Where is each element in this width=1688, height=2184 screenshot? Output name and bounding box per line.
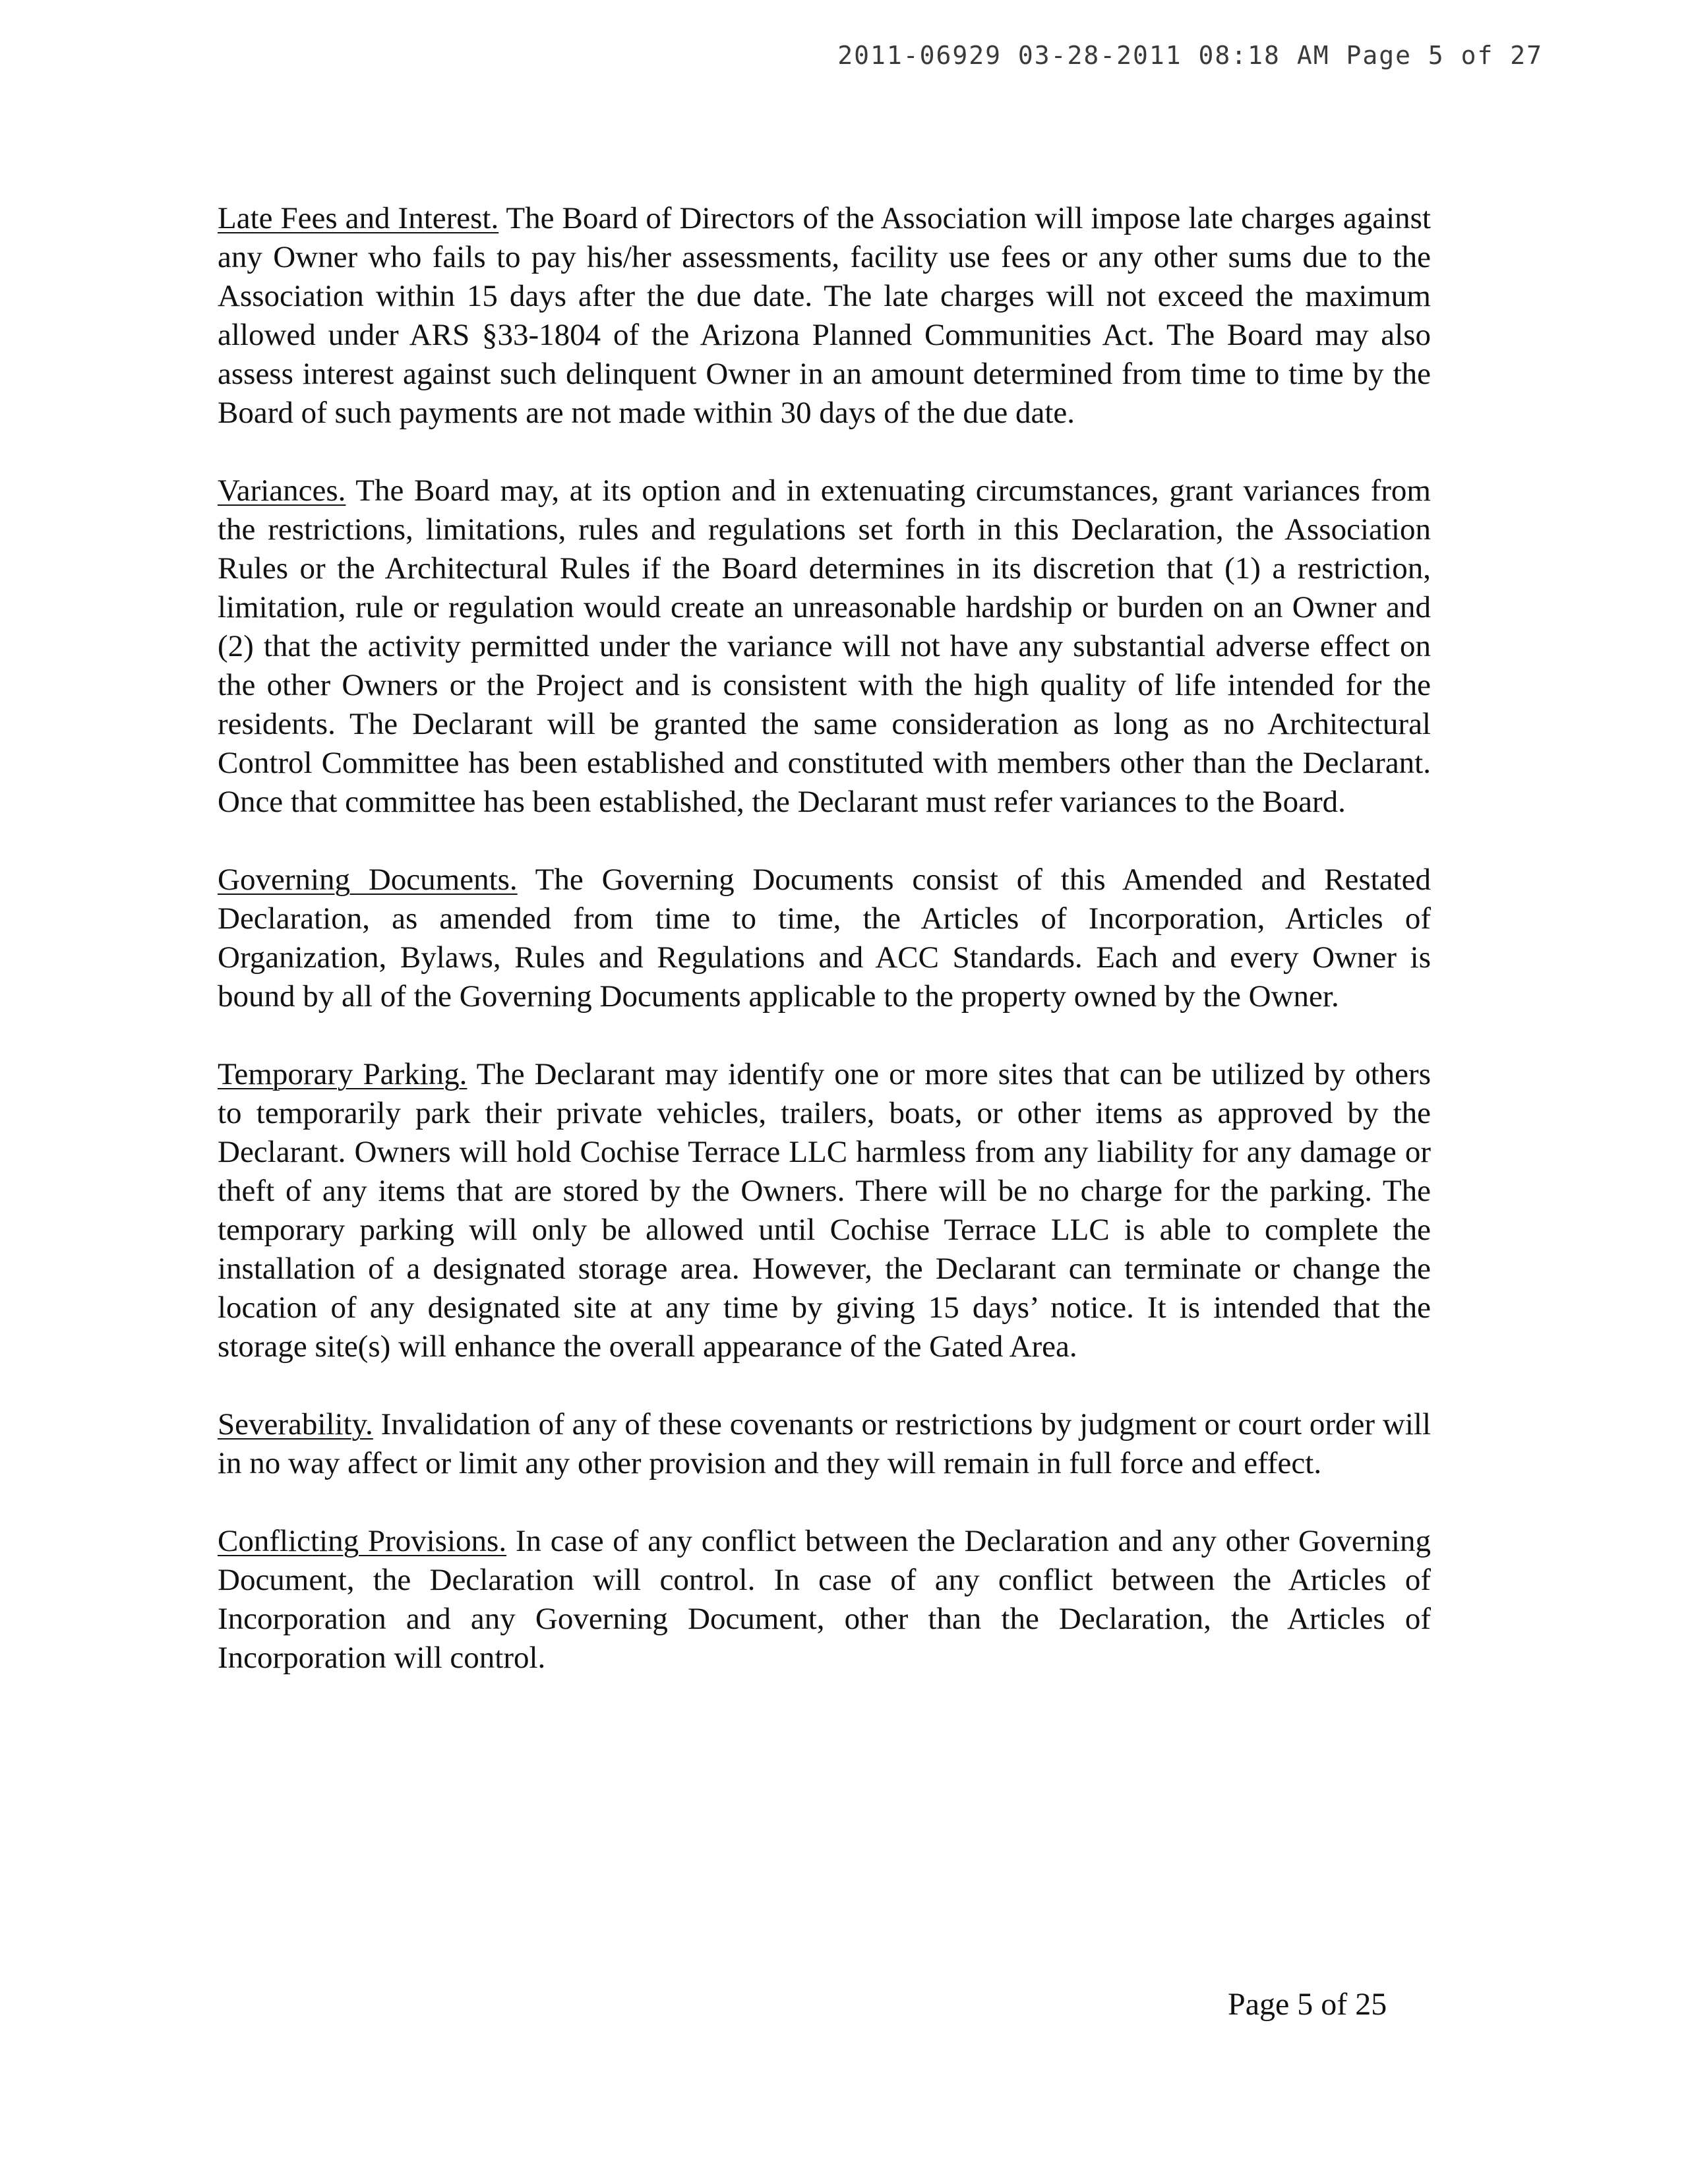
section-heading: Variances.	[218, 473, 346, 508]
section-temporary-parking	[218, 1055, 1431, 1366]
section-text: The Governing Documents consist of this Amended and Restated Declaration, as amended from time to time, the Articles of Incorporation, Articles of Organization, Bylaws, Rules and Regulations and ACC Standards. Each and every Owner is bound by all of the Governing Documents applicable to the property owned by the Owner.	[218, 863, 1431, 1014]
section-text: The Declarant may identify one or more sites that can be utilized by others to temporarily park their private vehicles, trailers, boats, or other items as approved by the Declarant. Owners will hold Cochise Terrace LLC harmless from any liability for any damage or theft of any items that are stored by the Owners. There will be no charge for the parking. The temporary parking will only be allowed until Cochise Terrace LLC is able to complete the installation of a designated storage area. However, the Declarant can terminate or change the location of any designated site at any time by giving 15 days’ notice. It is intended that the storage site(s) will enhance the overall appearance of the Gated Area.	[218, 1057, 1431, 1364]
section-heading: Governing Documents.	[218, 863, 518, 897]
section-text: Invalidation of any of these covenants or restrictions by judgment or court order will in no way affect or limit any other provision and they will remain in full force and effect.	[218, 1407, 1432, 1480]
section-heading: Conflicting Provisions.	[218, 1524, 507, 1558]
section-heading: Late Fees and Interest.	[218, 201, 499, 235]
fax-header-stamp: 2011-06929 03-28-2011 08:18 AM Page 5 of 27	[837, 41, 1543, 70]
section-heading: Temporary Parking.	[218, 1057, 467, 1091]
section-late-fees	[218, 199, 1431, 433]
section-variances	[218, 471, 1431, 822]
section-text: In case of any conflict between the Declaration and any other Governing Document, the Declaration will control. In case of any conflict between the Articles of Incorporation and any Governing Document, other than the Declaration, the Articles of Incorporation will control.	[218, 1524, 1431, 1675]
section-text: The Board of Directors of the Association will impose late charges against any Owner who fails to pay his/her assessments, facility use fees or any other sums due to the Association within 15 days after the due date. The late charges will not exceed the maximum allowed under ARS §33-1804 of the Arizona Planned Communities Act. The Board may also assess interest against such delinquent Owner in an amount determined from time to time by the Board of such payments are not made within 30 days of the due date.	[218, 201, 1431, 430]
section-conflicting-provisions	[218, 1522, 1431, 1678]
document-body	[218, 199, 1431, 1716]
section-text: The Board may, at its option and in extenuating circumstances, grant variances from the restrictions, limitations, rules and regulations set forth in this Declaration, the Association Rules or the Architectural Rules if the Board determines in its discretion that (1) a restriction, limitation, rule or regulation would create an unreasonable hardship or burden on an Owner and (2) that the activity permitted under the variance will not have any substantial adverse effect on the other Owners or the Project and is consistent with the high quality of life intended for the residents. The Declarant will be granted the same consideration as long as no Architectural Control Committee has been established and constituted with members other than the Declarant. Once that committee has been established, the Declarant must refer variances to the Board.	[218, 473, 1431, 819]
section-heading: Severability.	[218, 1407, 373, 1441]
page-number: Page 5 of 25	[1228, 1987, 1387, 2022]
section-governing-documents	[218, 861, 1431, 1016]
section-severability	[218, 1405, 1431, 1483]
